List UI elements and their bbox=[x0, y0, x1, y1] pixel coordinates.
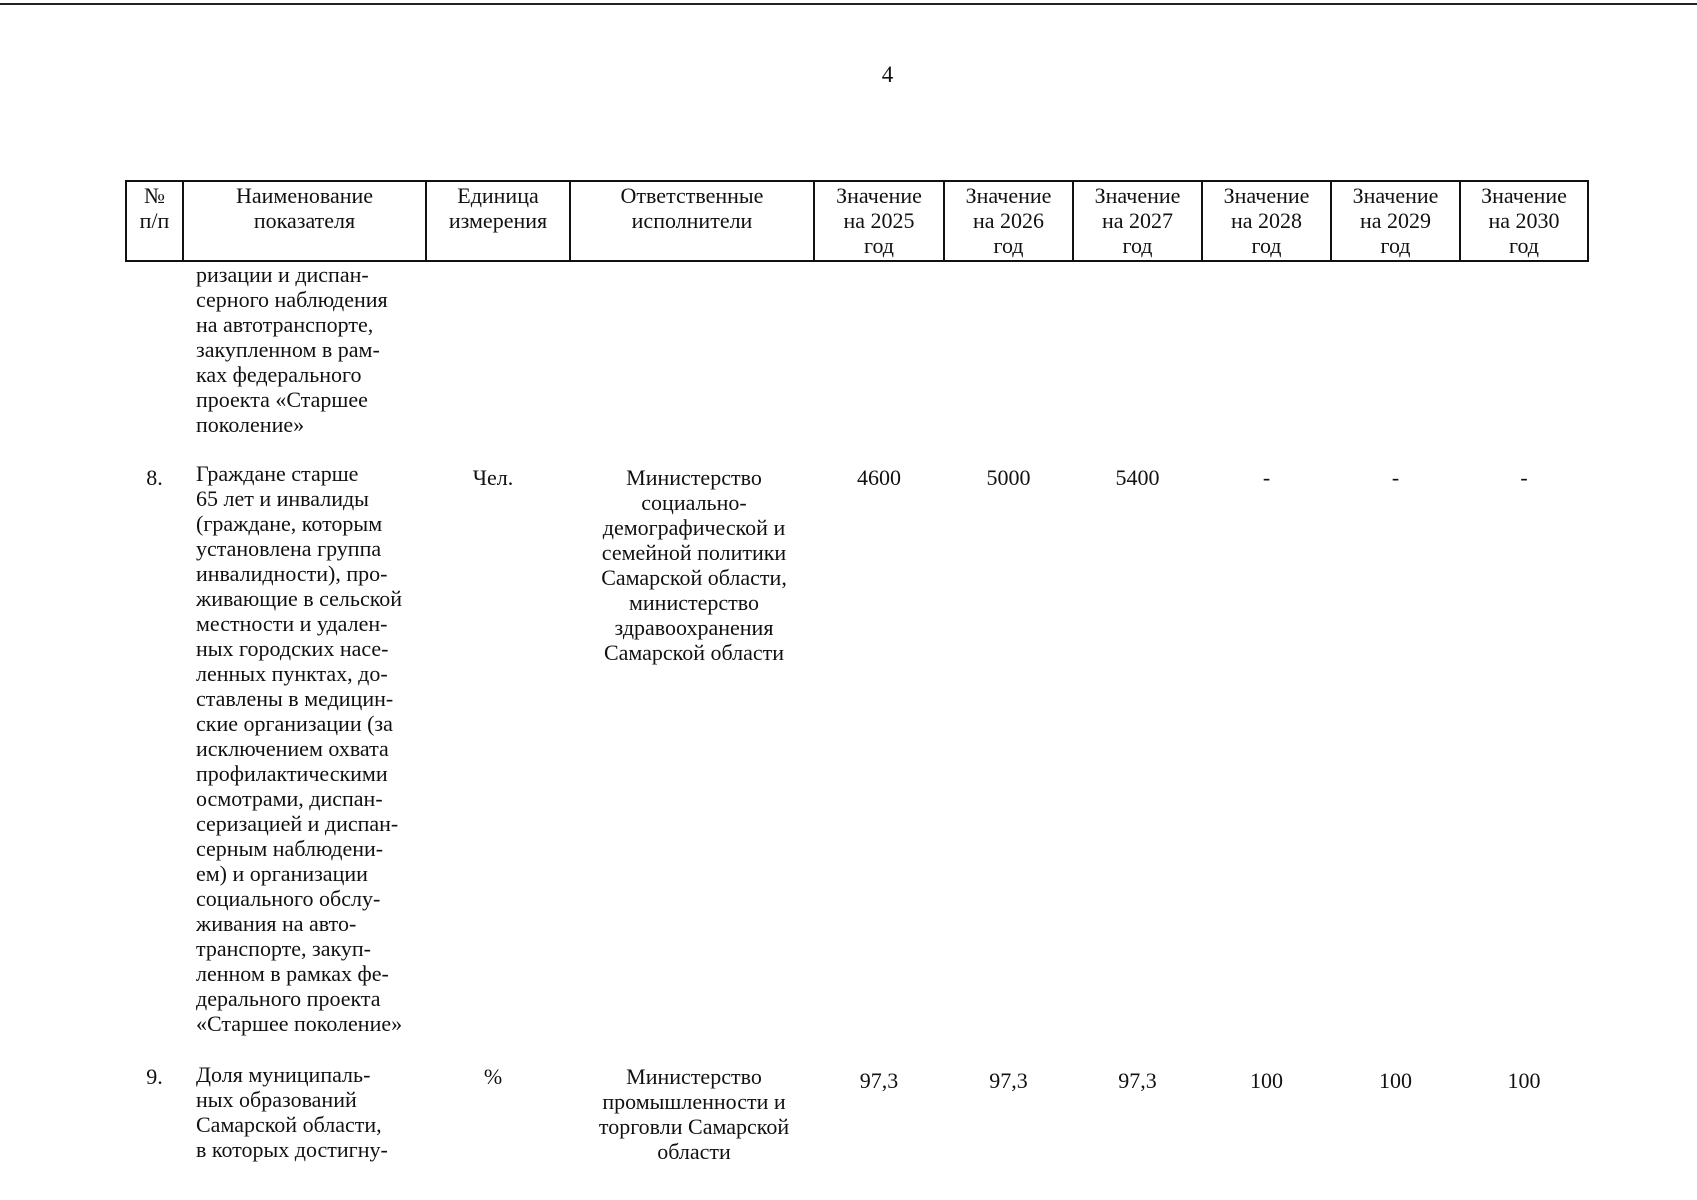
cell-value-2028: 100 bbox=[1250, 1068, 1283, 1093]
header-value-2028: Значение на 2028 год bbox=[1202, 181, 1331, 261]
cell-unit: Чел. bbox=[472, 465, 514, 490]
cell-executors: Министерство социально- демографической и семейной политики Самарской области, министерство здравоохранения Самарской области bbox=[601, 465, 787, 665]
cell-value-2029: 100 bbox=[1379, 1068, 1412, 1093]
cell-value bbox=[1460, 261, 1588, 461]
cell-unit: % bbox=[483, 1064, 503, 1089]
cell-value bbox=[944, 261, 1073, 461]
cell-num bbox=[126, 261, 183, 461]
top-border-line bbox=[0, 3, 1697, 5]
cell-value-2027: 97,3 bbox=[1118, 1068, 1157, 1093]
header-executors: Ответственные исполнители bbox=[570, 181, 814, 261]
cell-value-2026: 97,3 bbox=[989, 1068, 1028, 1093]
cell-name: Граждане старше 65 лет и инвалиды (граждане, которым установлена группа инвалидности), про- живающие в сельской местности и удален- ных городских насе- ленных пунктах, до- ставлены в медицин- ские организации (за исключением охвата профилактическими осмотрами, диспан- серизацией и диспан- серным наблюдени- ем) и организации социального обслу- живания на авто- транспорте, закуп- ленном в рамках фе- дерального проекта «Старшее поколение» bbox=[196, 461, 403, 1036]
cell-value-2028: - bbox=[1262, 465, 1271, 490]
header-value-2025: Значение на 2025 год bbox=[814, 181, 944, 261]
header-num: № п/п bbox=[126, 181, 183, 261]
cell-value-2030: - bbox=[1520, 465, 1528, 490]
header-value-2027: Значение на 2027 год bbox=[1073, 181, 1202, 261]
header-unit: Единица измерения bbox=[426, 181, 570, 261]
table-row bbox=[126, 1062, 1588, 1164]
cell-unit bbox=[426, 261, 570, 461]
cell-name: Доля муниципаль- ных образований Самарской области, в которых достигну- bbox=[196, 1062, 388, 1162]
cell-value-2025: 4600 bbox=[857, 465, 901, 490]
header-value-2030: Значение на 2030 год bbox=[1460, 181, 1588, 261]
cell-name: ризации и диспан- серного наблюдения на автотранспорте, закупленном в рам- ках федерального проекта «Старшее поколение» bbox=[196, 262, 388, 437]
header-value-2026: Значение на 2026 год bbox=[944, 181, 1073, 261]
cell-num: 8. bbox=[146, 465, 163, 490]
table-row bbox=[126, 461, 1588, 1062]
cell-value-2030: 100 bbox=[1507, 1068, 1541, 1093]
cell-value-2025: 97,3 bbox=[859, 1068, 899, 1093]
header-name: Наименование показателя bbox=[183, 181, 426, 261]
cell-value bbox=[1331, 261, 1460, 461]
cell-value bbox=[814, 261, 944, 461]
header-value-2029: Значение на 2029 год bbox=[1331, 181, 1460, 261]
cell-value-2026: 5000 bbox=[986, 465, 1031, 490]
cell-executors bbox=[570, 261, 814, 461]
cell-executors: Министерство промышленности и торговли Самарской области bbox=[598, 1064, 790, 1164]
cell-value bbox=[1202, 261, 1331, 461]
table-row-continuation bbox=[126, 261, 1588, 461]
cell-value-2027: 5400 bbox=[1115, 465, 1160, 490]
indicators-table bbox=[125, 180, 1589, 1164]
table-header-row bbox=[126, 181, 1588, 261]
cell-value bbox=[1073, 261, 1202, 461]
cell-value-2029: - bbox=[1391, 465, 1400, 490]
cell-num: 9. bbox=[146, 1064, 163, 1089]
page-number: 4 bbox=[881, 62, 894, 87]
